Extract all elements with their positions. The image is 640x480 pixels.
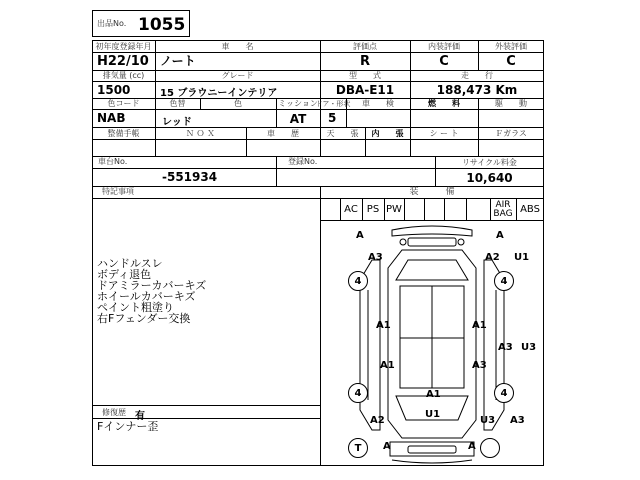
damage-mark: A3 [498, 342, 513, 353]
score-label: 評価点 [353, 41, 377, 51]
equip-pw: PW [386, 203, 402, 215]
mission-value: AT [289, 111, 307, 126]
damage-mark: A2 [485, 252, 500, 263]
recycle-value: 10,640 [466, 170, 513, 185]
damage-mark: A2 [370, 415, 385, 426]
reg-label: 登録No. [288, 157, 318, 166]
damage-mark: A1 [380, 360, 395, 371]
displacement-value: 1500 [97, 83, 131, 97]
exterior-value: C [506, 54, 516, 69]
interior-value: C [439, 54, 449, 69]
damage-mark: A1 [376, 320, 391, 331]
damage-mark: A [468, 441, 476, 452]
tire-circle: 4 [348, 271, 368, 291]
damage-mark: U1 [425, 409, 441, 420]
fuel-label: 燃 料 [428, 99, 460, 108]
chassis-label: 車台No. [98, 157, 128, 166]
score-value: R [359, 54, 370, 69]
damage-mark: A3 [368, 252, 383, 263]
car-name-label: 車 名 [221, 41, 254, 51]
note-line: ドアミラーカバーキズ [97, 279, 207, 292]
car-name-value: ノート [160, 54, 196, 68]
year-label: 初年度登録年月 [95, 41, 152, 51]
repair-label: 修復歴 [102, 408, 126, 417]
equip-abs: ABS [520, 203, 540, 215]
roof-label: 天 張 [326, 128, 359, 138]
note-line: ボディ退色 [97, 268, 152, 281]
tire-circle: 4 [494, 271, 514, 291]
damage-mark: A [496, 230, 504, 241]
damage-mark: U1 [514, 252, 530, 263]
chassis-value: -551934 [162, 170, 218, 184]
color-family-label: 色替 [169, 99, 186, 108]
color-label: 色 [234, 99, 242, 108]
notes-label: 特記事項 [102, 187, 134, 196]
repair-detail: Fインナー歪 [97, 420, 159, 433]
equip-ac: AC [344, 203, 358, 215]
seat-label: シ ー ト [429, 128, 459, 138]
drive-label: 駆 動 [495, 99, 527, 108]
grade-label: グレード [221, 71, 254, 80]
fglass-label: Ｆガラス [495, 128, 527, 138]
damage-mark: A1 [426, 389, 441, 400]
damage-mark: A [383, 441, 391, 452]
damage-mark: U3 [480, 415, 496, 426]
damage-mark: A3 [472, 360, 487, 371]
note-line: 右Fフェンダー交換 [97, 312, 191, 325]
mileage-value: 188,473 Km [436, 83, 518, 97]
note-line: ハンドルスレ [97, 257, 163, 270]
damage-mark: A [356, 230, 364, 241]
displacement-label: 排気量 (cc) [102, 71, 145, 80]
equip-airbag: AIR BAG [493, 199, 513, 219]
interior-label: 内装評価 [428, 41, 460, 51]
model-label: 型 式 [349, 71, 381, 80]
color-code-value: NAB [97, 111, 126, 125]
notes-list [97, 258, 206, 324]
year-value: H22/10 [97, 54, 149, 69]
exterior-label: 外装評価 [495, 41, 527, 51]
equipment-label: 装 備 [409, 187, 455, 197]
equip-ps: PS [366, 203, 380, 215]
repair-value: 有 [135, 411, 145, 422]
interior-trim-label: 内 張 [371, 128, 404, 138]
tire-circle: 4 [494, 383, 514, 403]
spare-tire-circle: T [348, 438, 368, 458]
model-value: DBA-E11 [335, 83, 395, 97]
mileage-label: 走 行 [461, 71, 493, 80]
mission-label: ミッション [278, 99, 318, 108]
color-code-label: 色コード [107, 99, 140, 108]
doors-value: 5 [328, 111, 337, 125]
note-line: ペイント粗塗り [97, 301, 174, 314]
tire-circle: 4 [348, 383, 368, 403]
inspection-label: 車 検 [362, 99, 394, 108]
doors-label: ドア・形状 [315, 99, 351, 108]
lot-number: 1055 [138, 15, 186, 35]
lot-box [92, 10, 190, 37]
history-label: 車 歴 [267, 128, 299, 138]
damage-mark: A3 [510, 415, 525, 426]
color-value: レッド [162, 117, 192, 128]
recycle-label: リサイクル料金 [462, 157, 517, 167]
damage-mark: A1 [472, 320, 487, 331]
note-line: ホイールカバーキズ [97, 290, 196, 303]
lot-label: 出品No. [97, 19, 127, 28]
damage-mark: U3 [521, 342, 537, 353]
grade-value: 15 ブラウニーインテリア [160, 88, 278, 99]
spare-tire-circle [480, 438, 500, 458]
nox-label: Ｎ Ｏ Ｘ [185, 128, 216, 138]
manual-label: 整備手帳 [107, 128, 140, 138]
